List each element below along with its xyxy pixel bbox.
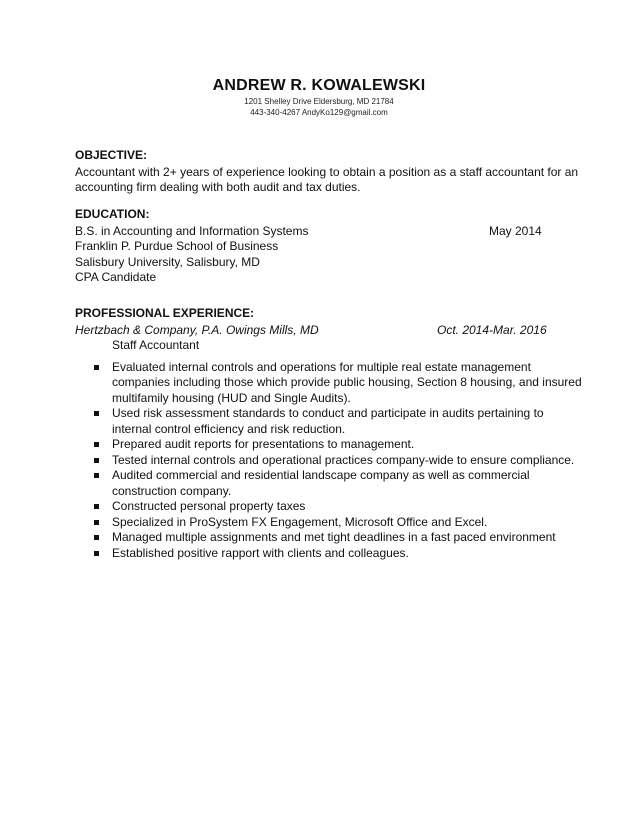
- duty-text-line: Constructed personal property taxes: [112, 499, 306, 513]
- duty-item: [75, 406, 565, 437]
- duty-item: [75, 546, 565, 562]
- experience-heading: PROFESSIONAL EXPERIENCE:: [75, 306, 255, 320]
- duty-item: [75, 359, 582, 407]
- duty-item: [75, 515, 565, 531]
- school-name: Franklin P. Purdue School of Business: [75, 239, 279, 253]
- duty-text-line: internal control efficiency and risk reduction.: [112, 421, 346, 436]
- bullet-square-icon: [94, 520, 99, 525]
- experience-section: [75, 306, 582, 561]
- duty-text-line: Managed multiple assignments and met tight deadlines in a fast paced environment: [112, 530, 556, 544]
- bullet-square-icon: [94, 442, 99, 447]
- employer-row: [75, 323, 565, 339]
- degree-row: [75, 224, 565, 240]
- certification-status: CPA Candidate: [75, 270, 157, 284]
- bullet-square-icon: [94, 504, 99, 509]
- duty-text-line: construction company.: [112, 483, 232, 498]
- resume-header: [0, 76, 638, 118]
- objective-section: [75, 148, 579, 196]
- duty-item: [75, 468, 565, 499]
- duty-item: [75, 499, 565, 515]
- graduation-date: May 2014: [489, 223, 542, 238]
- bullet-square-icon: [94, 411, 99, 416]
- duty-text-line: Audited commercial and residential landscape company as well as commercial: [112, 468, 530, 482]
- bullet-square-icon: [94, 535, 99, 540]
- candidate-name: ANDREW R. KOWALEWSKI: [212, 77, 426, 94]
- university-name: Salisbury University, Salisbury, MD: [75, 254, 260, 269]
- degree: B.S. in Accounting and Information Systems: [75, 223, 309, 238]
- contact-line: 443-340-4267 AndyKo129@gmail.com: [250, 108, 388, 117]
- bullet-square-icon: [94, 365, 99, 370]
- bullet-square-icon: [94, 458, 99, 463]
- objective-text-line-1: Accountant with 2+ years of experience looking to obtain a position as a staff accountant for an: [75, 164, 579, 179]
- education-heading: EDUCATION:: [75, 207, 150, 221]
- duty-text-line: companies including those which provide public housing, Section 8 housing, and insured: [112, 375, 582, 389]
- duty-text-line: Evaluated internal controls and operations for multiple real estate management: [112, 359, 531, 374]
- bullet-square-icon: [94, 551, 99, 556]
- employer-name: Hertzbach & Company, P.A. Owings Mills, MD: [75, 322, 319, 337]
- duty-text-line: Established positive rapport with clients and colleagues.: [112, 545, 409, 560]
- duty-text-line: multifamily housing (HUD and Single Audits).: [112, 390, 351, 405]
- duty-text-line: Specialized in ProSystem FX Engagement, Microsoft Office and Excel.: [112, 514, 488, 529]
- duty-text-line: Tested internal controls and operational practices company-wide to ensure compliance.: [112, 452, 575, 467]
- duties-list: [75, 359, 582, 562]
- objective-heading: OBJECTIVE:: [75, 148, 148, 162]
- bullet-square-icon: [94, 473, 99, 478]
- address-line: 1201 Shelley Drive Eldersburg, MD 21784: [244, 97, 394, 106]
- education-section: [75, 207, 565, 286]
- objective-text-line-2: accounting firm dealing with both audit and tax duties.: [75, 180, 361, 194]
- duty-text-line: Used risk assessment standards to conduct and participate in audits pertaining to: [112, 406, 544, 420]
- duty-item: [75, 437, 565, 453]
- employment-dates: Oct. 2014-Mar. 2016: [437, 322, 547, 337]
- duty-item: [75, 452, 575, 469]
- job-title: Staff Accountant: [112, 338, 200, 352]
- duty-item: [75, 530, 565, 546]
- duty-text-line: Prepared audit reports for presentations to management.: [112, 437, 415, 451]
